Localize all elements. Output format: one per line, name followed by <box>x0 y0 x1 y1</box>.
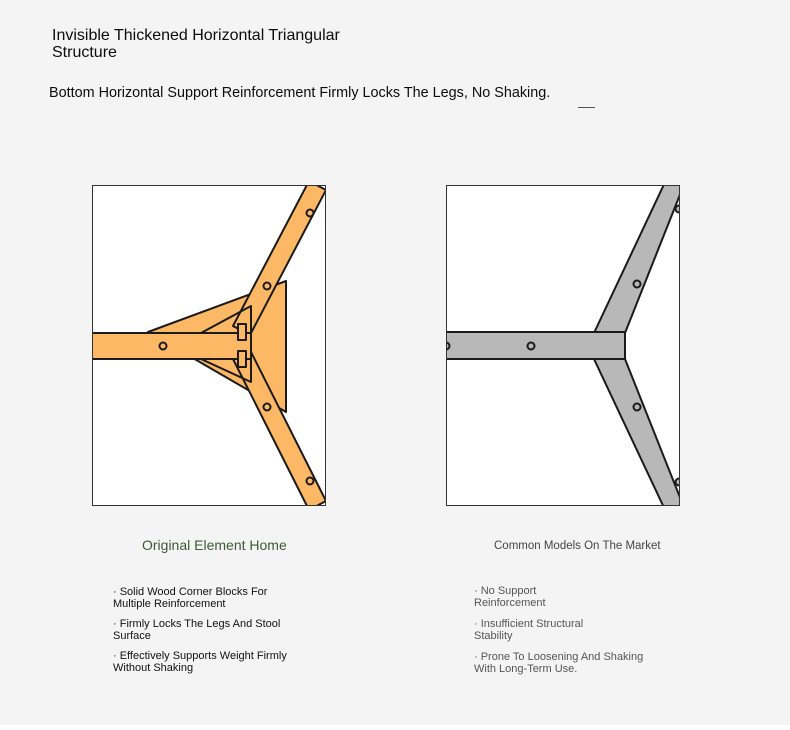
screw-hole <box>264 283 271 290</box>
screw-hole <box>160 343 167 350</box>
screw-hole <box>634 281 641 288</box>
screw-hole <box>528 343 535 350</box>
screw-hole <box>307 210 314 217</box>
horizontal-beam <box>93 333 251 359</box>
list-item: · Solid Wood Corner Blocks For Multiple Reinforcement <box>113 586 268 610</box>
original-features-list <box>113 587 313 683</box>
clamp <box>238 324 246 340</box>
horizontal-beam <box>447 332 625 359</box>
clamp <box>238 351 246 367</box>
decorative-dash <box>578 107 595 108</box>
list-item: · No Support Reinforcement <box>474 585 546 609</box>
list-item: · Effectively Supports Weight Firmly Without Shaking <box>113 650 287 674</box>
list-item: · Prone To Loosening And Shaking With Long-Term Use. <box>474 651 644 675</box>
original-caption: Original Element Home <box>142 537 287 553</box>
screw-hole <box>264 404 271 411</box>
screw-hole <box>634 404 641 411</box>
reinforced-structure-diagram <box>92 185 326 506</box>
screw-hole <box>676 479 680 486</box>
screw-hole <box>676 206 680 213</box>
list-item: · Firmly Locks The Legs And Stool Surface <box>113 618 281 642</box>
market-caption: Common Models On The Market <box>494 540 661 552</box>
list-item: · Insufficient Structural Stability <box>474 618 584 642</box>
page-subtitle: Bottom Horizontal Support Reinforcement Firmly Locks The Legs, No Shaking. <box>49 85 551 101</box>
common-structure-diagram <box>446 185 680 506</box>
lower-leg <box>594 359 679 505</box>
market-drawbacks-list <box>474 586 644 685</box>
page-title: Invisible Thickened Horizontal Triangular Structure <box>52 27 340 61</box>
screw-hole <box>447 343 450 350</box>
screw-hole <box>307 478 314 485</box>
upper-leg <box>594 186 679 333</box>
